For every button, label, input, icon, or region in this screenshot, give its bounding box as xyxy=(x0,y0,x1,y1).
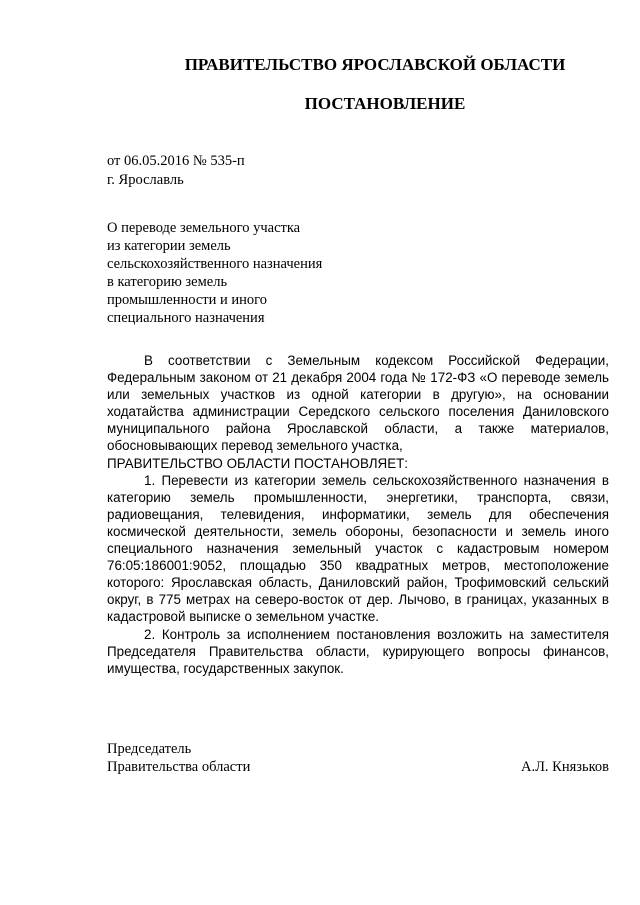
subject-line: из категории земель xyxy=(107,238,231,254)
signatory-position-line2: Правительства области xyxy=(107,759,251,775)
subject-line: О переводе земельного участка xyxy=(107,220,301,236)
resolution-item-2: 2. Контроль за исполнением постановления возложить на заместителя Председателя Правительства области, курирующего вопросы финансов, имущества, государственных закупок. xyxy=(107,626,609,676)
subject-line: промышленности и иного xyxy=(107,292,268,308)
document-subject xyxy=(107,219,407,327)
document-date-number: от 06.05.2016 № 535-п xyxy=(107,153,245,169)
resolves-line: ПРАВИТЕЛЬСТВО ОБЛАСТИ ПОСТАНОВЛЯЕТ: xyxy=(107,455,409,471)
signature-block xyxy=(107,740,609,776)
subject-line: в категорию земель xyxy=(107,274,228,290)
document-city: г. Ярославль xyxy=(107,172,184,188)
preamble-paragraph: В соответствии с Земельным кодексом Российской Федерации, Федеральным законом от 21 декабря 2004 года № 172-ФЗ «О переводе земель или земельных участков из одной категории в другую», на основании ходатайства администрации Середского сельского поселения Даниловского муниципального района Ярославской области, а также материалов, обосновывающих перевод земельного участка, xyxy=(107,353,609,454)
signatory-name: А.Л. Князьков xyxy=(520,759,609,775)
organization-title: ПРАВИТЕЛЬСТВО ЯРОСЛАВСКОЙ ОБЛАСТИ xyxy=(184,55,566,74)
subject-line: специального назначения xyxy=(107,310,265,326)
document-type-title: ПОСТАНОВЛЕНИЕ xyxy=(304,94,466,113)
subject-line: сельскохозяйственного назначения xyxy=(107,256,323,272)
signatory-position-line1: Председатель xyxy=(107,741,192,757)
document-body xyxy=(107,352,609,677)
resolution-item-1: 1. Перевести из категории земель сельскохозяйственного назначения в категорию земель промышленности, энергетики, транспорта, связи, радиовещания, телевидения, информатики, земель для обеспечения космической деятельности, земель обороны, безопасности и земель иного специального назначения земельный участок с кадастровым номером 76:05:186001:9052, площадью 350 квадратных метров, местоположение которого: Ярославская область, Даниловский район, Трофимовский сельский округ, в 775 метрах на северо-восток от дер. Лычово, в границах, указанных в кадастровой выписке о земельном участке. xyxy=(107,472,609,625)
